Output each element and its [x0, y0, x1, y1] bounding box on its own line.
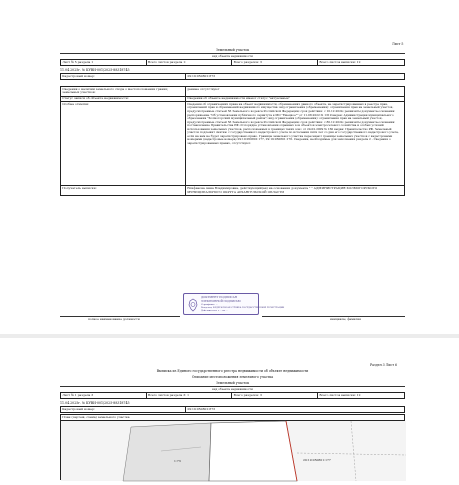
- meta-section-sheets: Всего листов раздела 1:: [146, 60, 232, 66]
- meta-total-sheets: Всего листов выписки: 12: [318, 60, 405, 66]
- section-title: Земельный участок: [215, 381, 250, 385]
- page-gap: [0, 334, 459, 338]
- cadastral-table: [60, 406, 405, 413]
- row-value: данные отсутствуют: [186, 87, 405, 97]
- stamp-subtitle: ЭЛЕКТРОННОЙ ПОДПИСЬЮ: [201, 299, 241, 303]
- reference-number: 11.04.2025г. № КУВИ-001/2025-88318745: [60, 401, 130, 405]
- row-value: Сведения об ограничениях права на объект недвижимости, обременениях данного объекта, не зарегистрированных в реестре прав, ограничений прав и обременений недвижимого имущества: вид ограничения (обременения): ограничения прав на земельный участок, предусмотренные статьей 56 Земельного кодекса Российской Федерации; срок действия: с 10.12.2024; реквизиты документа-основания: распоряжение "Об установлении публичного сервитута в МО "Емецкое"" от 11.08.2022 № 1319 выдан: Администрация муниципального образования "Холмогорский муниципальный район"; вид ограничения (обременения): ограничения прав на земельный участок, предусмотренные статьей 56 Земельного кодекса Российской Федерации; срок действия: с 80.12.2024; реквизиты документа-основания: постановление Правительства РФ «О порядке установления охранных зон объектов электросетевого хозяйства и особых условий использования земельных участков, расположенных в границах таких зон» от 24.02.2009 № 160 выдан: Правительство РФ. Земельный участок подлежит снятию с государственного кадастрового учета по истечении пяти лет со дня его государственного кадастрового учета, если на нем не будет зарегистрировано право. Границы земельного участка пересекают границы земельных участков с кадастровыми номерами (кадастровые номера) 29:19:050801:177, 29:19:050801:176. Сведения, необходимые для заполнения раздела 2 - Сведения о зарегистрированных правах, отсутствуют.: [186, 102, 405, 186]
- section-sheet-label: Раздел 3 Лист 6: [370, 363, 398, 367]
- reference-number: 11.04.2025г. № КУВИ-001/2025-88318745: [60, 68, 130, 72]
- row-label: Получатель выписки:: [61, 186, 186, 196]
- cadastral-table: [60, 73, 405, 80]
- meta-total-sheets: Всего листов выписки: 12: [318, 393, 405, 399]
- extract-title: Выписка из Единого государственного реестра недвижимости об объекте недвижимости: [156, 369, 309, 373]
- row-value: Епифанова Анна Владимировна, действующий(ая) на основании документа " " АДМИНИСТРАЦИЯ ХОЛМОГОРСКОГО МУНИЦИПАЛЬНОГО ОКРУГА АРХАНГЕЛЬСКОЙ ОБЛАСТИ: [186, 186, 405, 196]
- electronic-signature-stamp: [183, 293, 285, 315]
- table-row: [61, 102, 405, 186]
- stamp-title: ДОКУМЕНТ ПОДПИСАН: [201, 295, 237, 299]
- meta-sheet: Лист № 5 раздела 1: [61, 60, 147, 66]
- sheet-number: Лист 5: [392, 42, 404, 46]
- cadastral-value: 29:19:050801:873: [186, 407, 405, 413]
- meta-sheet: Лист № 1 раздела 3: [61, 393, 147, 399]
- meta-section-sheets: Всего листов раздела 3: 1: [146, 393, 232, 399]
- stamp-line: Сертификат: ...: [201, 303, 218, 306]
- row-label: Статус записи об объекте недвижимости:: [61, 96, 186, 102]
- plan-label: План (чертеж, схема) земельного участка: [61, 415, 405, 421]
- land-plot-plan: [60, 420, 405, 480]
- section-subtitle: вид объекта недвижимости: [212, 54, 253, 58]
- cadastral-label: Кадастровый номер:: [61, 74, 186, 80]
- meta-table: [60, 392, 405, 399]
- position-caption: полное наименование должности: [88, 317, 140, 321]
- emblem-icon: [187, 298, 199, 312]
- extract-subtitle: Описание местоположения земельного участка: [191, 375, 274, 379]
- table-row: [61, 87, 405, 97]
- map-label: 1:73: [174, 459, 181, 463]
- stamp-line: Действителен: с ... по ...: [201, 309, 228, 312]
- plan-drawing: [61, 421, 406, 481]
- meta-table: [60, 59, 405, 66]
- details-table: [60, 86, 405, 196]
- cadastral-label: Кадастровый номер:: [61, 407, 186, 413]
- name-caption: инициалы, фамилия: [330, 317, 362, 321]
- section-title: Земельный участок: [215, 48, 250, 52]
- stamp-line: Владелец: ФЕДЕРАЛЬНАЯ СЛУЖБА ГОСУДАРСТВЕННОЙ РЕГИСТРАЦИИ: [201, 306, 285, 309]
- map-label: 29:19:050801:177: [303, 458, 331, 462]
- cadastral-value: 29:19:050801:873: [186, 74, 405, 80]
- section-subtitle: вид объекта недвижимости: [212, 387, 253, 391]
- meta-total-sections: Всего разделов: 3: [232, 60, 318, 66]
- meta-total-sections: Всего разделов: 3: [232, 393, 318, 399]
- row-label: Сведения о наличии земельного спора о местоположении границ земельных участков:: [61, 87, 186, 97]
- row-value: Сведения об объекте недвижимости имеют статус "актуальные": [186, 96, 405, 102]
- table-row: [61, 186, 405, 196]
- row-label: Особые отметки:: [61, 102, 186, 186]
